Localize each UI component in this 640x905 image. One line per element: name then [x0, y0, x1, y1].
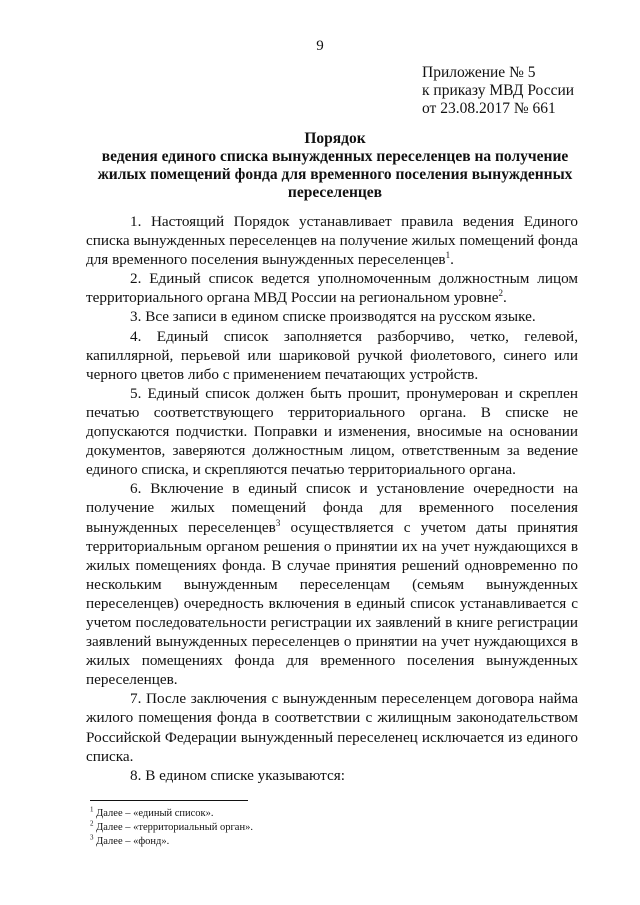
document-title [85, 130, 585, 202]
paragraph-2-text: 2. Единый список ведется уполномоченным должностным лицом территориального органа МВД России на региональном уровне [86, 270, 578, 307]
paragraph-1-text: 1. Настоящий Порядок устанавливает правила ведения Единого списка вынужденных переселенцев на получение жилых помещений фонда для временного поселения вынужденных переселенцев [86, 213, 578, 269]
paragraph-8: 8. В едином списке указываются: [130, 766, 345, 784]
paragraph-1 [86, 212, 578, 269]
footnote-3-text: Далее – «фонд». [96, 836, 170, 847]
paragraph-7: 7. После заключения с вынужденным переселенцем договора найма жилого помещения фонда в соответствии с жилищным законодательством Российской Федерации вынужденный переселенец исключается из единого списка. [86, 690, 578, 765]
footnote-1 [90, 807, 253, 821]
paragraph-2-tail: . [503, 289, 507, 307]
annex-line-3: от 23.08.2017 № 661 [422, 100, 556, 117]
paragraph-3: 3. Все записи в едином списке производятся на русском языке. [130, 308, 536, 326]
title-subheading: ведения единого списка вынужденных переселенцев на получение жилых помещений фонда для временного поселения вынужденных переселенцев [97, 148, 573, 201]
paragraph-2 [86, 269, 578, 307]
footnote-1-text: Далее – «единый список». [96, 808, 214, 819]
paragraph-4: 4. Единый список заполняется разборчиво, четко, гелевой, капиллярной, перьевой или шариковой ручкой фиолетового, синего или черного цветов либо с применением печатающих устройств. [86, 327, 578, 383]
footnote-ref-3: 3 [275, 517, 281, 528]
footnote-3 [90, 835, 253, 849]
footnote-ref-1: 1 [445, 250, 451, 261]
paragraph-6-text-a: 6. Включение в единый список и установление очередности на получение жилых помещений фонда для временного поселения вынужденных переселенцев [86, 480, 578, 536]
footnote-2 [90, 821, 253, 835]
title-heading: Порядок [304, 130, 366, 147]
footnote-2-text: Далее – «территориальный орган». [96, 822, 253, 833]
footnote-1-number: 1 [90, 805, 94, 814]
paragraph-6 [86, 479, 578, 689]
paragraph-6-text-b: осуществляется с учетом даты принятия территориальным органом решения о принятии их на учет нуждающихся в жилых помещениях фонда. В случае принятия решений одновременно по нескольким вынужденным переселенцам (семьям вынужденных переселенцев) очередность включения в единый список устанавливается с учетом последовательности регистрации их заявлений в книге регистрации заявлений вынужденных переселенцев о принятии на учет нуждающихся в жилых помещениях фонда для временного поселения вынужденных переселенцев. [86, 518, 578, 689]
footnote-3-number: 3 [90, 833, 94, 842]
footnote-ref-2: 2 [498, 288, 504, 299]
annex-header [422, 64, 574, 118]
page-number: 9 [316, 38, 324, 54]
footnotes [90, 807, 253, 849]
paragraph-5: 5. Единый список должен быть прошит, пронумерован и скреплен печатью соответствующего территориального органа. В списке не допускаются подчистки. Поправки и изменения, вносимые на основании документов, заверяются должностным лицом, ответственным за ведение единого списка, и скрепляются печатью территориального органа. [86, 384, 578, 479]
annex-line-1: Приложение № 5 [422, 64, 536, 81]
annex-line-2: к приказу МВД России [422, 82, 575, 99]
footnote-divider [90, 800, 248, 801]
paragraph-1-tail: . [450, 251, 454, 269]
document-body [86, 212, 578, 785]
footnote-2-number: 2 [90, 819, 94, 828]
